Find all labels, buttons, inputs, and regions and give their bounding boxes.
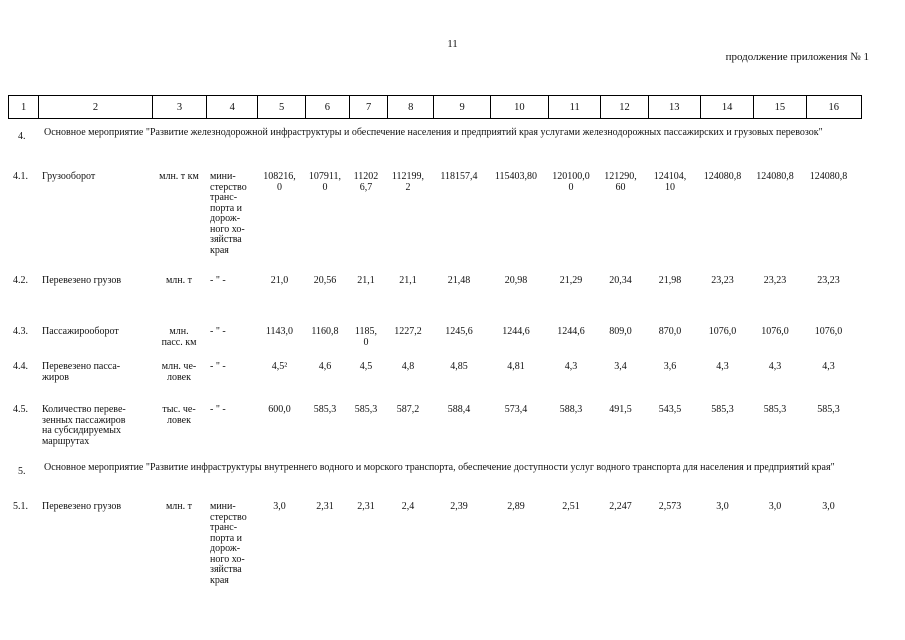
header-col-6: 6	[305, 96, 349, 119]
value-cell: 23,23	[763, 275, 787, 286]
value-cell: 3,0	[716, 501, 729, 512]
indicator-name: Перевезено грузов	[42, 275, 122, 286]
header-col-16: 16	[806, 96, 861, 119]
header-col-9: 9	[434, 96, 490, 119]
value-cell: 585,3	[354, 404, 378, 415]
unit-label: тыс. че- ловек	[162, 404, 196, 426]
value-cell: 2,31	[316, 501, 334, 512]
value-cell: 1245,6	[445, 326, 473, 337]
responsible-executor: мини- стерство транс- порта и дорож- ного хо- зяйства края	[210, 501, 247, 586]
value-cell: 1244,6	[557, 326, 585, 337]
column-header-table	[8, 95, 862, 119]
value-cell: 2,31	[357, 501, 375, 512]
value-cell: 573,4	[504, 404, 528, 415]
header-col-1: 1	[9, 96, 39, 119]
header-col-15: 15	[754, 96, 806, 119]
value-cell: 4,3	[822, 361, 835, 372]
header-row	[9, 96, 862, 119]
value-cell: 587,2	[396, 404, 420, 415]
value-cell: 112199, 2	[391, 171, 425, 193]
section-title: Основное мероприятие "Развитие железнодорожной инфраструктуры и обеспечение населения и предприятий края услугами железнодорожных пассажирских и грузовых перевозок"	[44, 127, 823, 138]
value-cell: 20,98	[504, 275, 528, 286]
value-cell: 124080,8	[756, 171, 794, 182]
value-cell: 870,0	[658, 326, 682, 337]
value-cell: 21,98	[658, 275, 682, 286]
value-cell: 4,5²	[271, 361, 288, 372]
value-cell: 2,51	[562, 501, 580, 512]
header-col-7: 7	[349, 96, 387, 119]
value-cell: 4,3	[768, 361, 782, 372]
value-cell: 3,4	[614, 361, 627, 372]
indicator-name: Пассажирооборот	[42, 326, 119, 337]
row-number: 4.4.	[13, 361, 28, 372]
value-cell: 124104, 10	[653, 171, 687, 193]
row-number: 5.1.	[13, 501, 28, 512]
header-col-2: 2	[39, 96, 153, 119]
value-cell: 2,89	[507, 501, 525, 512]
value-cell: 588,3	[559, 404, 583, 415]
unit-label: млн. пасс. км	[161, 326, 197, 348]
page-number: 11	[447, 38, 458, 50]
value-cell: 491,5	[609, 404, 632, 415]
value-cell: 108216, 0	[263, 171, 296, 193]
value-cell: 21,29	[559, 275, 583, 286]
value-cell: 585,3	[817, 404, 840, 415]
value-cell: 1227,2	[394, 326, 422, 337]
continuation-label: продолжение приложения № 1	[725, 51, 869, 63]
header-col-14: 14	[700, 96, 753, 119]
value-cell: 3,6	[663, 361, 677, 372]
value-cell: 21,1	[399, 275, 417, 286]
value-cell: 4,3	[564, 361, 578, 372]
value-cell: 2,4	[401, 501, 415, 512]
value-cell: 11202 6,7	[353, 171, 379, 193]
responsible-executor: мини- стерство транс- порта и дорож- ного хо- зяйства края	[210, 171, 247, 256]
row-number: 4.3.	[13, 326, 28, 337]
unit-label: млн. т	[165, 501, 193, 512]
responsible-executor: - " -	[210, 361, 226, 372]
value-cell: 2,39	[450, 501, 468, 512]
value-cell: 124080,8	[809, 171, 848, 182]
header-col-11: 11	[549, 96, 601, 119]
value-cell: 3,0	[768, 501, 782, 512]
header-col-13: 13	[648, 96, 700, 119]
unit-label: млн. т	[165, 275, 193, 286]
indicator-name: Количество переве- зенных пассажиров на субсидируемых маршрутах	[42, 404, 126, 447]
value-cell: 20,34	[609, 275, 632, 286]
header-col-3: 3	[152, 96, 206, 119]
value-cell: 585,3	[313, 404, 337, 415]
value-cell: 2,573	[658, 501, 682, 512]
value-cell: 23,23	[817, 275, 840, 286]
value-cell: 115403,80	[494, 171, 538, 182]
value-cell: 585,3	[711, 404, 734, 415]
value-cell: 1160,8	[311, 326, 339, 337]
responsible-executor: - " -	[210, 326, 226, 337]
indicator-name: Грузооборот	[42, 171, 96, 182]
value-cell: 107911, 0	[308, 171, 342, 193]
value-cell: 1244,6	[502, 326, 530, 337]
unit-label: млн. че- ловек	[161, 361, 197, 383]
section-title: Основное мероприятие "Развитие инфраструктуры внутреннего водного и морского транспорта, обеспечение доступности услуг водного транспорта для населения и предприятий края"	[44, 462, 835, 473]
value-cell: 1185, 0	[354, 326, 378, 348]
header-col-10: 10	[490, 96, 548, 119]
value-cell: 124080,8	[703, 171, 742, 182]
value-cell: 4,6	[318, 361, 332, 372]
value-cell: 543,5	[658, 404, 682, 415]
header-col-5: 5	[258, 96, 305, 119]
value-cell: 3,0	[822, 501, 835, 512]
value-cell: 21,1	[357, 275, 375, 286]
value-cell: 21,0	[270, 275, 289, 286]
indicator-name: Перевезено грузов	[42, 501, 122, 512]
indicator-name: Перевезено пасса- жиров	[42, 361, 121, 383]
responsible-executor: - " -	[210, 275, 226, 286]
row-number: 4.5.	[13, 404, 28, 415]
value-cell: 118157,4	[440, 171, 478, 182]
section-number: 4.	[18, 131, 26, 142]
value-cell: 21,48	[447, 275, 471, 286]
value-cell: 585,3	[763, 404, 787, 415]
section-number: 5.	[18, 466, 26, 477]
value-cell: 4,5	[359, 361, 373, 372]
value-cell: 4,3	[716, 361, 729, 372]
unit-label: млн. т км	[159, 171, 199, 182]
value-cell: 1076,0	[708, 326, 737, 337]
value-cell: 1076,0	[761, 326, 789, 337]
row-number: 4.1.	[13, 171, 28, 182]
value-cell: 120100,0 0	[552, 171, 590, 193]
value-cell: 3,0	[273, 501, 286, 512]
responsible-executor: - " -	[210, 404, 226, 415]
value-cell: 588,4	[447, 404, 471, 415]
value-cell: 600,0	[268, 404, 291, 415]
value-cell: 1076,0	[814, 326, 843, 337]
header-col-8: 8	[388, 96, 434, 119]
value-cell: 4,8	[401, 361, 415, 372]
value-cell: 4,81	[507, 361, 525, 372]
row-number: 4.2.	[13, 275, 28, 286]
header-col-4: 4	[207, 96, 258, 119]
value-cell: 20,56	[313, 275, 337, 286]
header-col-12: 12	[601, 96, 648, 119]
value-cell: 121290, 60	[604, 171, 637, 193]
value-cell: 1143,0	[265, 326, 294, 337]
value-cell: 2,247	[609, 501, 632, 512]
value-cell: 4,85	[450, 361, 468, 372]
value-cell: 809,0	[609, 326, 632, 337]
value-cell: 23,23	[711, 275, 734, 286]
